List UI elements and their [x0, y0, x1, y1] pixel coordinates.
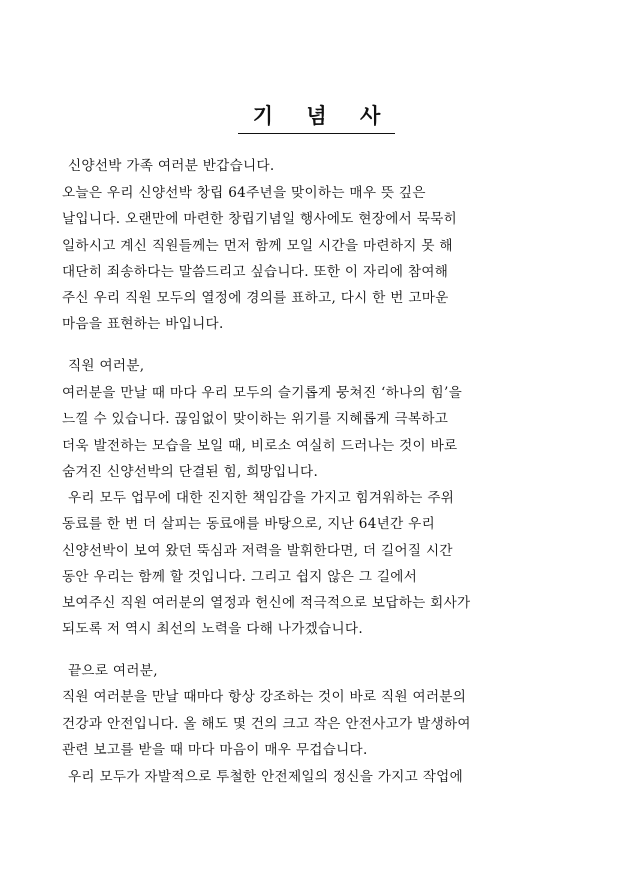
paragraph-1-line-4: 대단히 죄송하다는 말씀드리고 싶습니다. 또한 이 자리에 참여해: [62, 264, 449, 280]
document-title: [0, 101, 620, 134]
paragraph-1-line-6: 마음을 표현하는 바입니다.: [62, 316, 224, 332]
paragraph-2-line-1: 여러분을 만날 때 마다 우리 모두의 슬기롭게 뭉쳐진 ‘하나의 힘’을: [62, 385, 463, 401]
paragraph-1-line-3: 일하시고 계신 직원들께는 먼저 함께 모일 시간을 마련하지 못 해: [62, 238, 453, 254]
title-text: 기 념 사: [238, 101, 395, 134]
paragraph-1-line-2: 날입니다. 오랜만에 마련한 창립기념일 행사에도 현장에서 묵묵히: [62, 211, 457, 227]
paragraph-2-line-3: 더욱 발전하는 모습을 보일 때, 비로소 여실히 드러나는 것이 바로: [62, 438, 458, 454]
paragraph-3-line-5: 보여주신 직원 여러분의 열정과 헌신에 적극적으로 보답하는 회사가: [62, 595, 471, 611]
salutation-employees: 직원 여러분,: [68, 358, 145, 374]
paragraph-4-line-3: 관련 보고를 받을 때 마다 마음이 매우 무겁습니다.: [62, 742, 368, 758]
paragraph-3-line-3: 신양선박이 보여 왔던 뚝심과 저력을 발휘한다면, 더 길어질 시간: [62, 543, 453, 559]
paragraph-3-line-1: 우리 모두 업무에 대한 진지한 책임감을 가지고 힘겨워하는 주위: [68, 490, 455, 506]
paragraph-2-line-4: 숨겨진 신양선박의 단결된 힘, 희망입니다.: [62, 464, 319, 480]
paragraph-1-line-5: 주신 우리 직원 모두의 열정에 경의를 표하고, 다시 한 번 고마운: [62, 290, 449, 306]
paragraph-3-line-4: 동안 우리는 함께 할 것입니다. 그리고 쉽지 않은 그 길에서: [62, 569, 418, 585]
paragraph-3-line-2: 동료를 한 번 더 살피는 동료애를 바탕으로, 지난 64년간 우리: [62, 516, 436, 532]
paragraph-5-line-1: 우리 모두가 자발적으로 투철한 안전제일의 정신을 가지고 작업에: [68, 769, 463, 785]
paragraph-1-line-1: 오늘은 우리 신양선박 창립 64주년을 맞이하는 매우 뜻 깊은: [62, 185, 426, 201]
paragraph-3-line-6: 되도록 저 역시 최선의 노력을 다해 나가겠습니다.: [62, 621, 363, 637]
salutation-finally: 끝으로 여러분,: [68, 663, 158, 679]
paragraph-2-line-2: 느낄 수 있습니다. 끊임없이 맞이하는 위기를 지혜롭게 극복하고: [62, 411, 449, 427]
greeting-line: 신양선박 가족 여러분 반갑습니다.: [68, 158, 275, 174]
paragraph-4-line-1: 직원 여러분을 만날 때마다 항상 강조하는 것이 바로 직원 여러분의: [62, 689, 467, 705]
paragraph-4-line-2: 건강과 안전입니다. 올 해도 몇 건의 크고 작은 안전사고가 발생하여: [62, 716, 471, 732]
